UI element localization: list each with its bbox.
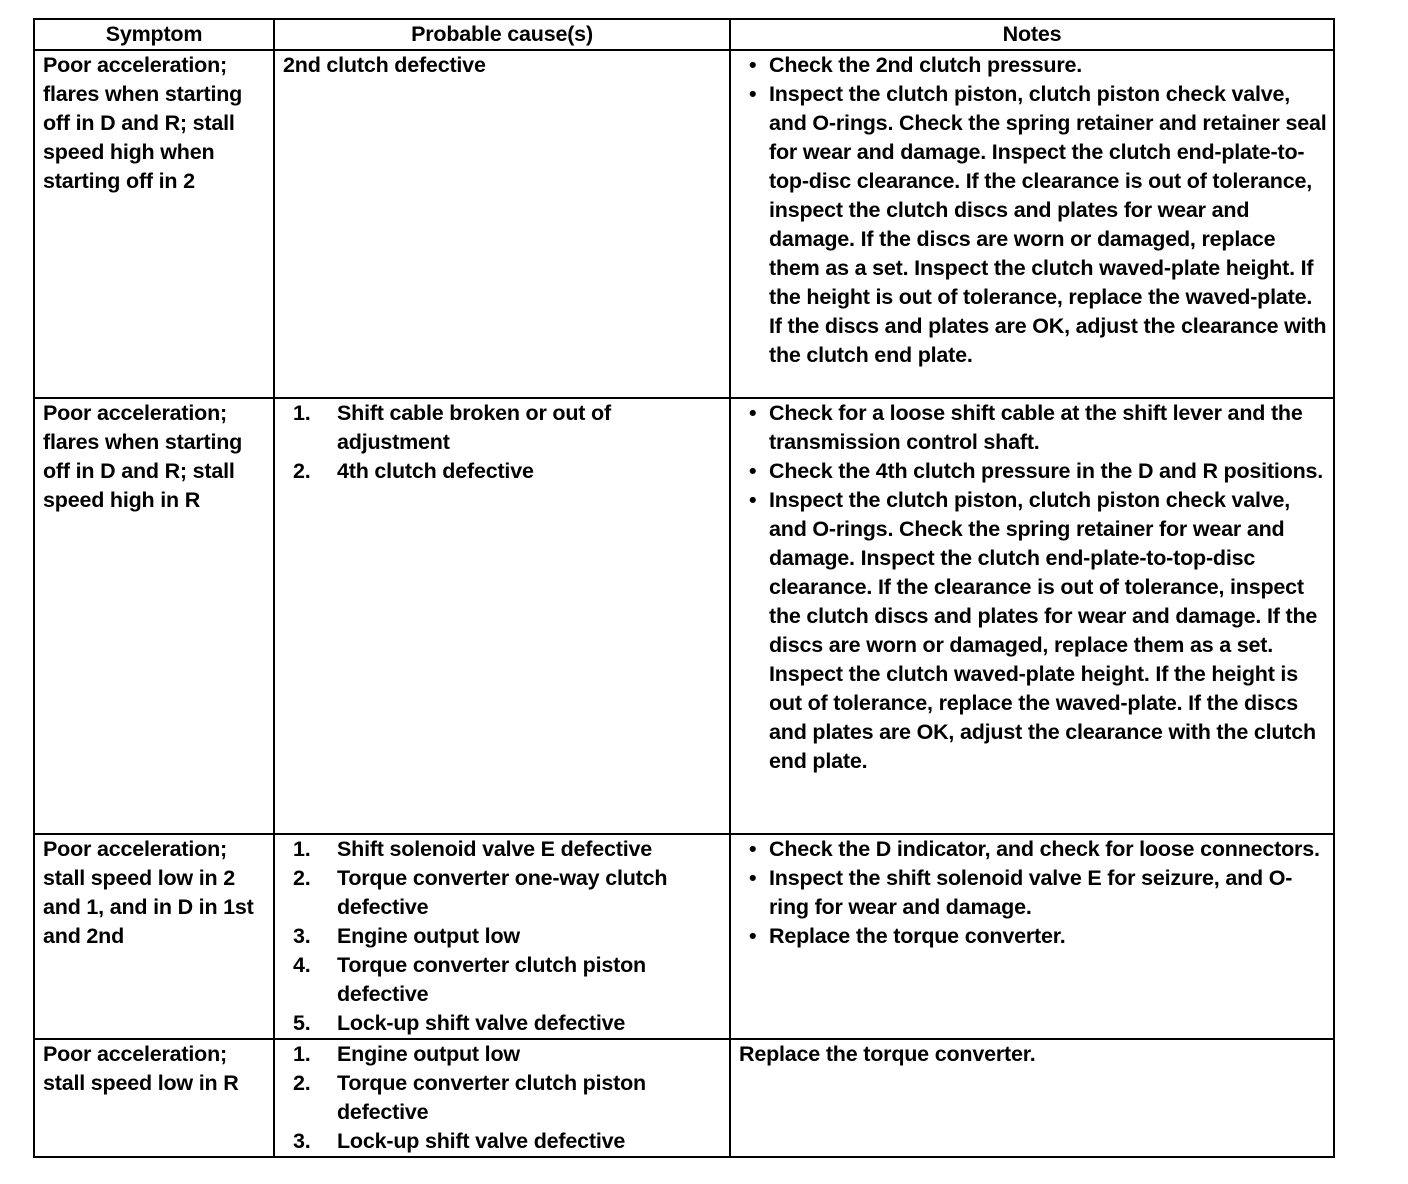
note-item: • Replace the torque converter.: [749, 922, 1328, 951]
table-row: [34, 1039, 1334, 1157]
table-row: [34, 50, 1334, 398]
symptom-text: Poor acceleration; stall speed low in 2 and 1, and in D in 1st and 2nd: [43, 837, 254, 948]
note-text: Replace the torque converter.: [739, 1042, 1036, 1066]
cause-item: 2. Torque converter one-way clutch defective: [293, 866, 668, 919]
cause-item: 1. Engine output low: [293, 1042, 520, 1066]
cause-text: 2nd clutch defective: [283, 53, 486, 77]
header-symptom: Symptom: [34, 19, 274, 50]
symptom-text: Poor acceleration; stall speed low in R: [43, 1042, 239, 1095]
table-row: [34, 398, 1334, 834]
causes-cell: [274, 50, 730, 398]
bullet-icon: •: [749, 924, 757, 948]
symptom-cell: [34, 398, 274, 834]
note-item: • Check for a loose shift cable at the shift lever and the transmission control shaft.: [749, 399, 1328, 457]
symptom-cell: [34, 50, 274, 398]
causes-list: [283, 835, 724, 1038]
bullet-icon: •: [749, 459, 757, 483]
symptom-text: Poor acceleration; flares when starting off in D and R; stall speed high in R: [43, 401, 243, 512]
bullet-icon: •: [749, 488, 757, 512]
note-item: • Inspect the clutch piston, clutch piston check valve, and O-rings. Check the spring retainer and retainer seal for wear and damage. Inspect the clutch end-plate-to-top-disc clearance. If the clearance is out of tolerance, inspect the clutch discs and plates for wear and damage. If the discs are worn or damaged, replace them as a set. Inspect the clutch waved-plate height. If the height is out of tolerance, replace the waved-plate. If the discs and plates are OK, adjust the clearance with the clutch end plate.: [749, 80, 1328, 370]
bullet-icon: •: [749, 53, 757, 77]
notes-list: [739, 399, 1328, 776]
cause-item: 2. 4th clutch defective: [293, 459, 534, 483]
symptom-cell: [34, 1039, 274, 1157]
note-item: • Check the 4th clutch pressure in the D and R positions.: [749, 457, 1328, 486]
symptom-text: Poor acceleration; flares when starting off in D and R; stall speed high when starting off in 2: [43, 53, 243, 193]
cause-item: 1. Shift solenoid valve E defective: [293, 837, 653, 861]
cause-item: 3. Lock-up shift valve defective: [293, 1129, 626, 1153]
bullet-icon: •: [749, 837, 757, 861]
troubleshooting-table: [33, 18, 1335, 1158]
symptom-cell: [34, 834, 274, 1039]
note-item: • Inspect the shift solenoid valve E for seizure, and O-ring for wear and damage.: [749, 864, 1328, 922]
notes-cell: [730, 834, 1334, 1039]
notes-cell: [730, 1039, 1334, 1157]
bullet-icon: •: [749, 401, 757, 425]
cause-item: 2. Torque converter clutch piston defective: [293, 1071, 646, 1124]
causes-cell: [274, 834, 730, 1039]
causes-list: [283, 399, 724, 486]
causes-cell: [274, 1039, 730, 1157]
notes-list: [739, 51, 1328, 370]
causes-cell: [274, 398, 730, 834]
notes-cell: [730, 50, 1334, 398]
cause-item: 3. Engine output low: [293, 924, 520, 948]
note-item: • Check the 2nd clutch pressure.: [749, 51, 1328, 80]
bullet-icon: •: [749, 866, 757, 890]
cause-item: 1. Shift cable broken or out of adjustment: [293, 401, 611, 454]
header-notes: Notes: [730, 19, 1334, 50]
cause-item: 5. Lock-up shift valve defective: [293, 1011, 626, 1035]
bullet-icon: •: [749, 82, 757, 106]
note-item: • Inspect the clutch piston, clutch piston check valve, and O-rings. Check the spring retainer for wear and damage. Inspect the clutch end-plate-to-top-disc clearance. If the clearance is out of tolerance, inspect the clutch discs and plates for wear and damage. If the discs are worn or damaged, replace them as a set. Inspect the clutch waved-plate height. If the height is out of tolerance, replace the waved-plate. If the discs and plates are OK, adjust the clearance with the clutch end plate.: [749, 486, 1328, 776]
table-row: [34, 834, 1334, 1039]
cause-item: 4. Torque converter clutch piston defective: [293, 953, 646, 1006]
note-item: • Check the D indicator, and check for loose connectors.: [749, 835, 1328, 864]
causes-list: [283, 1040, 724, 1156]
header-probable-causes: Probable cause(s): [274, 19, 730, 50]
header-row: [34, 19, 1334, 50]
troubleshooting-sheet: [33, 18, 1333, 1158]
notes-cell: [730, 398, 1334, 834]
notes-list: [739, 835, 1328, 951]
